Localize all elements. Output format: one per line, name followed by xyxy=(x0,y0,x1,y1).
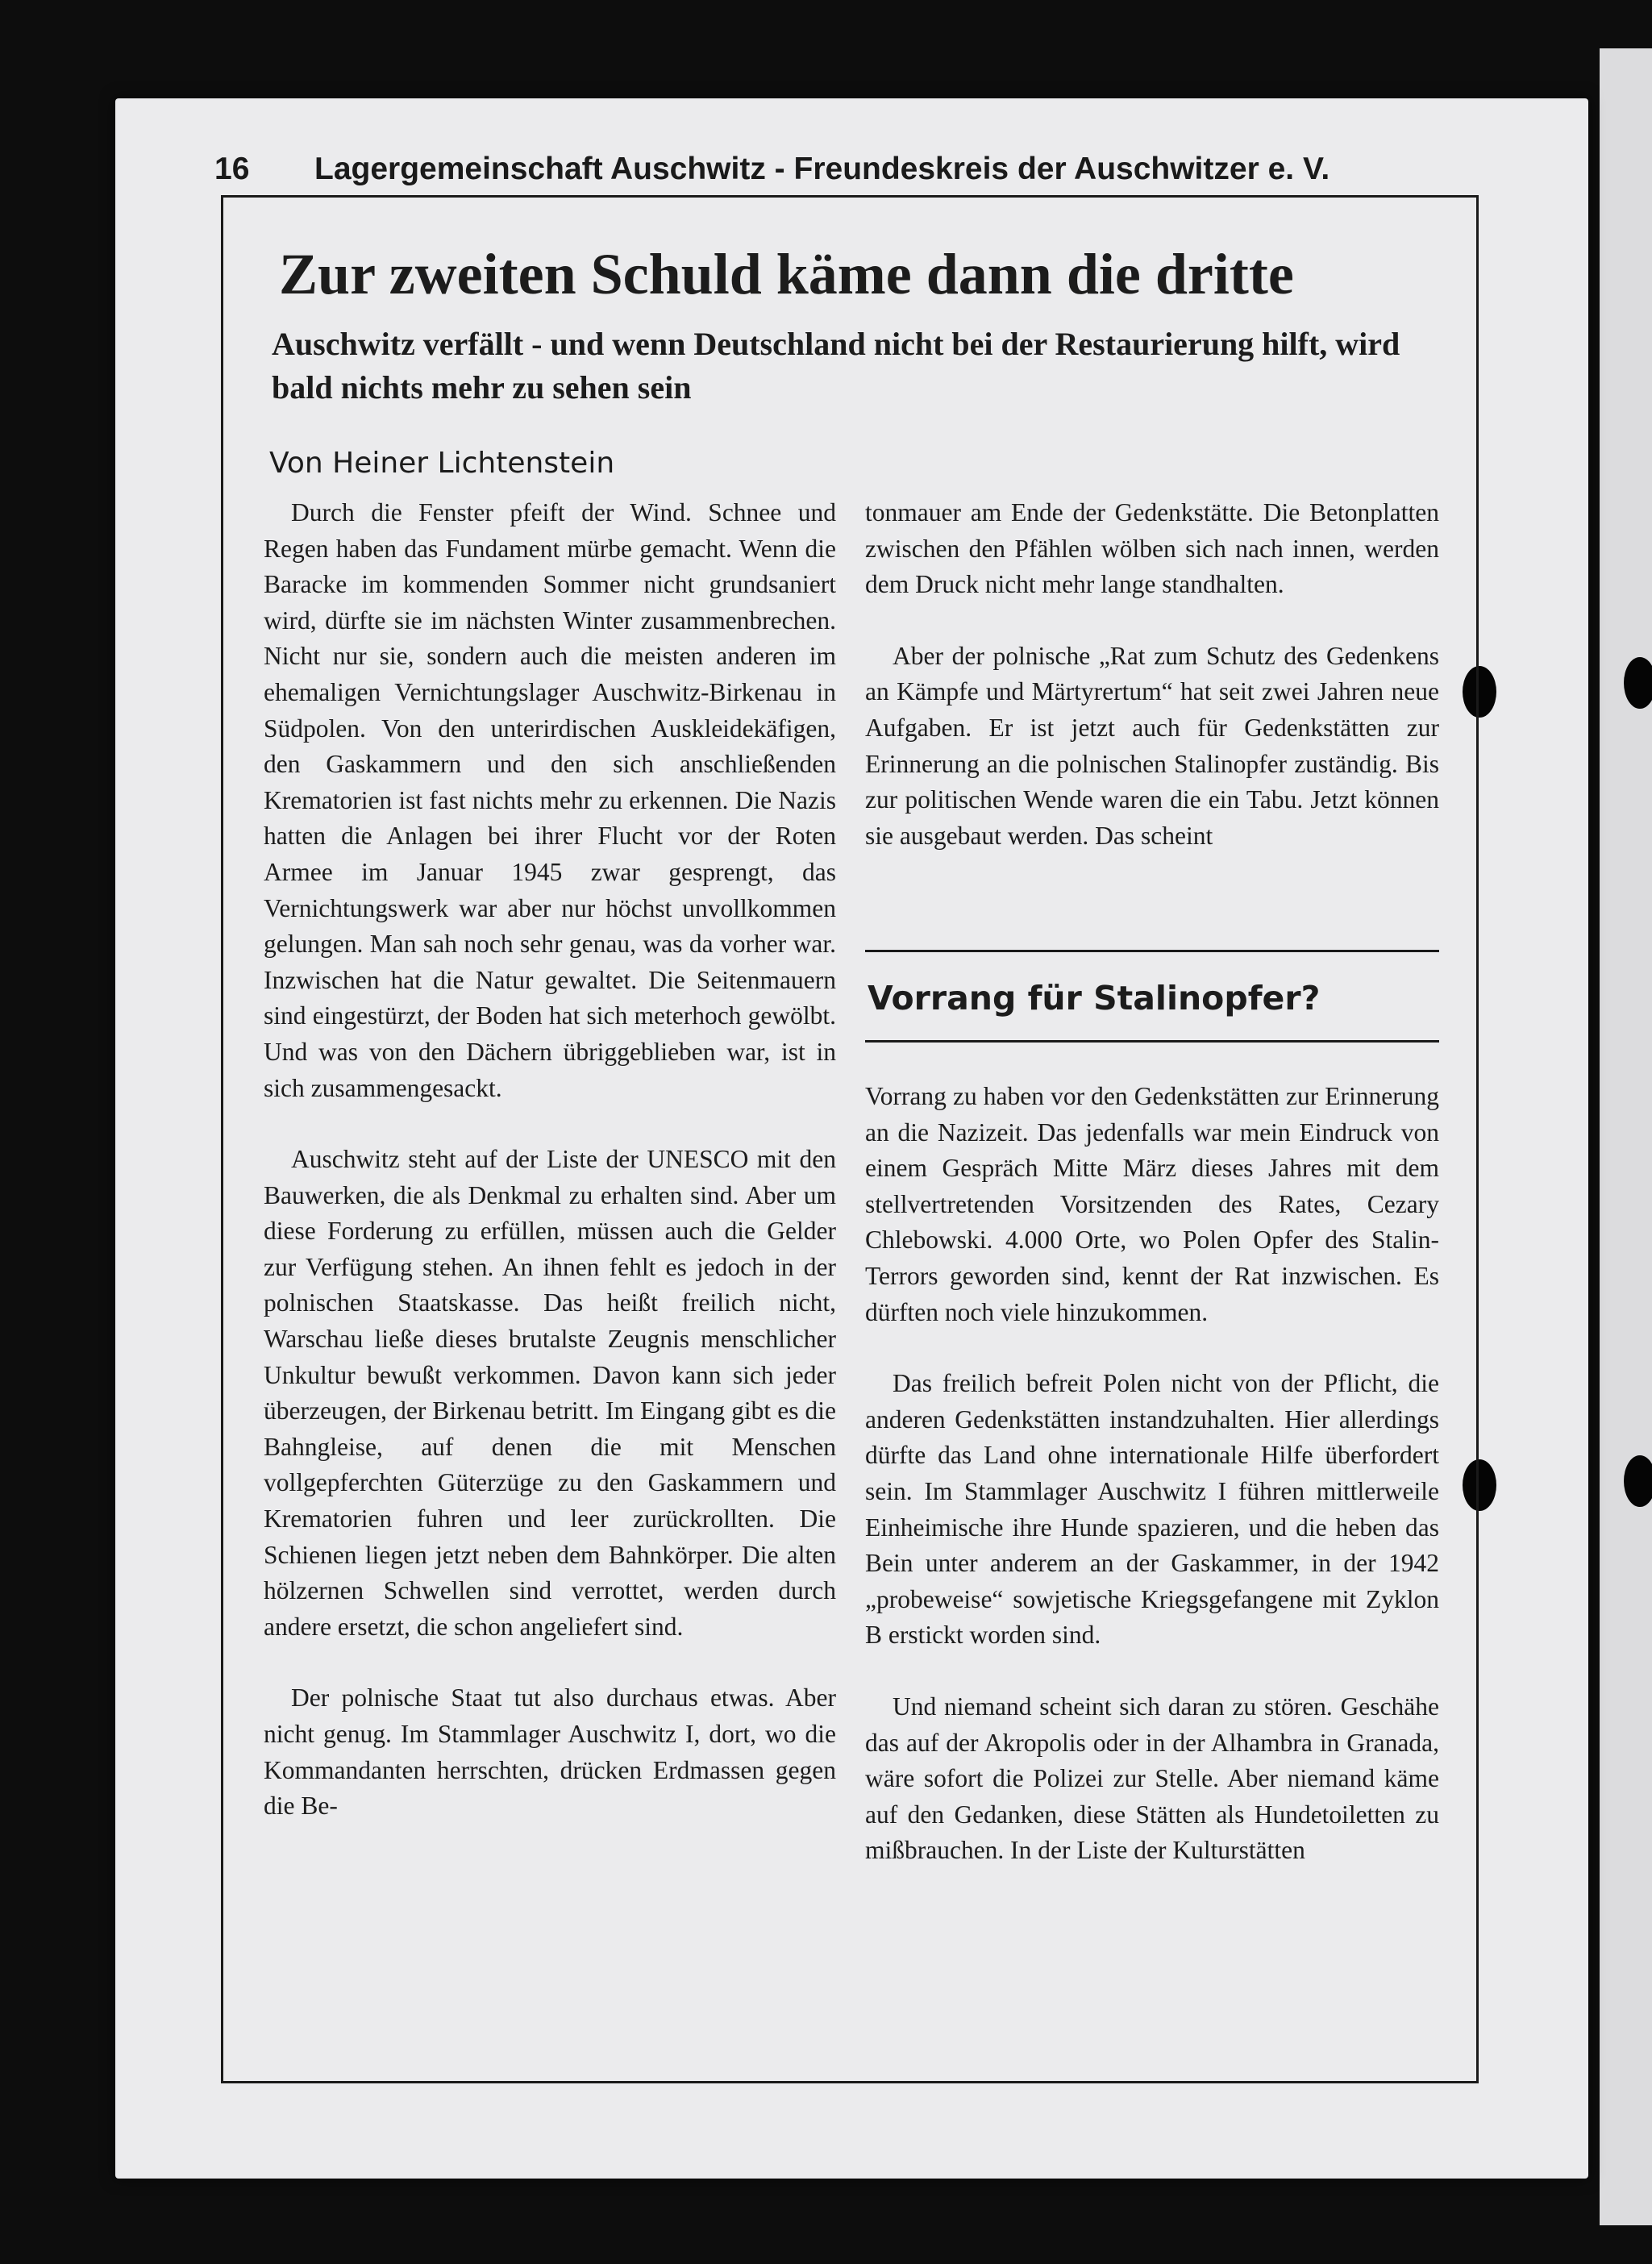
left-column xyxy=(264,495,836,1825)
article-title: Zur zweiten Schuld käme dann die dritte xyxy=(279,242,1294,306)
publication-name: Lagergemeinschaft Auschwitz - Freundeskreis der Auschwitzer e. V. xyxy=(314,152,1330,186)
paragraph: Und niemand scheint sich daran zu stören. Geschähe das auf der Akropolis oder in der Alhambra in Granada, wäre sofort die Polizei zur Stelle. Aber niemand käme auf den Gedanken, diese Stätten als Hundetoiletten zu mißbrauchen. In der Liste der Kulturstätten xyxy=(865,1692,1439,1865)
paragraph: tonmauer am Ende der Gedenkstätte. Die Betonplatten zwischen den Pfählen wölben sich nach innen, werden dem Druck nicht mehr lange standhalten. xyxy=(865,498,1439,599)
punch-hole xyxy=(1624,1455,1652,1507)
paragraph: Aber der polnische „Rat zum Schutz des Gedenkens an Kämpfe und Märtyrertum“ hat seit zwei Jahren neue Aufgaben. Er ist jetzt auch für Gedenkstätten zur Erinnerung an die polnischen Stalinopfer zuständig. Bis zur politischen Wende waren die ein Tabu. Jetzt können sie ausgebaut werden. Das scheint xyxy=(865,641,1439,850)
subheading-rule-bottom xyxy=(865,1040,1439,1043)
page-number: 16 xyxy=(214,152,250,186)
paragraph: Durch die Fenster pfeift der Wind. Schnee und Regen haben das Fundament mürbe gemacht. Wenn die Baracke im kommenden Sommer nicht grundsaniert wird, dürfte sie im nächsten Winter zusammenbrechen. Nicht nur sie, sondern auch die meisten anderen im ehemaligen Vernichtungslager Auschwitz-Birkenau in Südpolen. Von den unterirdischen Auskleidekäfigen, den Gaskammern und den sich anschließenden Krematorien ist fast nichts mehr zu erkennen. Die Nazis hatten die Anlagen bei ihrer Flucht vor der Roten Armee im Januar 1945 zwar gesprengt, das Vernichtungswerk war aber nur höchst unvollkommen gelungen. Man sah noch sehr genau, was da vorher war. Inzwischen hat die Natur gewaltet. Die Seitenmauern sind eingestürzt, der Boden hat sich meterhoch gewölbt. Und was von den Dächern übriggeblieben war, ist in sich zusammengesackt. xyxy=(264,498,836,1102)
article-subtitle: Auschwitz verfällt - und wenn Deutschland nicht bei der Restaurierung hilft, wird bald nichts mehr zu sehen sein xyxy=(272,326,1400,406)
adjacent-page-edge xyxy=(1600,48,1652,2225)
subheading-rule-top xyxy=(865,950,1439,952)
paragraph: Der polnische Staat tut also durchaus etwas. Aber nicht genug. Im Stammlager Auschwitz I, dort, wo die Kommandanten herrschten, drücken Erdmassen gegen die Be- xyxy=(264,1683,836,1821)
right-column-bottom xyxy=(865,1079,1439,1869)
right-column-top xyxy=(865,495,1439,854)
running-header xyxy=(214,152,1392,187)
punch-hole xyxy=(1624,657,1652,709)
article-author: Von Heiner Lichtenstein xyxy=(269,447,615,480)
paragraph: Das freilich befreit Polen nicht von der Pflicht, die anderen Gedenkstätten instandzuhalten. Hier allerdings dürfte das Land ohne internationale Hilfe überfordert sein. Im Stammlager Auschwitz I führen mittlerweile Einheimische ihre Hunde spazieren, und die heben das Bein unter anderem an der Gaskammer, in der 1942 „probeweise“ sowjetische Kriegsgefangene mit Zyklon B erstickt worden sind. xyxy=(865,1369,1439,1650)
paragraph: Auschwitz steht auf der Liste der UNESCO mit den Bauwerken, die als Denkmal zu erhalten sind. Aber um diese Forderung zu erfüllen, müssen auch die Gelder zur Verfügung stehen. An ihnen fehlt es jedoch in der polnischen Staatskasse. Das heißt freilich nicht, Warschau ließe dieses brutalste Zeugnis menschlicher Unkultur bewußt verkommen. Davon kann sich jeder überzeugen, der Birkenau betritt. Im Eingang gibt es die Bahngleise, auf denen die mit Menschen vollgepferchten Güterzüge zu den Gaskammern und Krematorien fuhren und leer zurückrollten. Die Schienen liegen jetzt neben dem Bahnkörper. Die alten hölzernen Schwellen sind verrottet, werden durch andere ersetzt, die schon angeliefert sind. xyxy=(264,1145,836,1641)
paragraph: Vorrang zu haben vor den Gedenkstätten zur Erinnerung an die Nazizeit. Das jedenfalls war mein Eindruck von einem Gespräch Mitte März dieses Jahres mit dem stellvertretenden Vorsitzenden des Rates, Cezary Chlebowski. 4.000 Orte, wo Polen Opfer des Stalin-Terrors geworden sind, kennt der Rat inzwischen. Es dürften noch viele hinzukommen. xyxy=(865,1082,1439,1326)
section-subheading: Vorrang für Stalinopfer? xyxy=(868,979,1321,1018)
